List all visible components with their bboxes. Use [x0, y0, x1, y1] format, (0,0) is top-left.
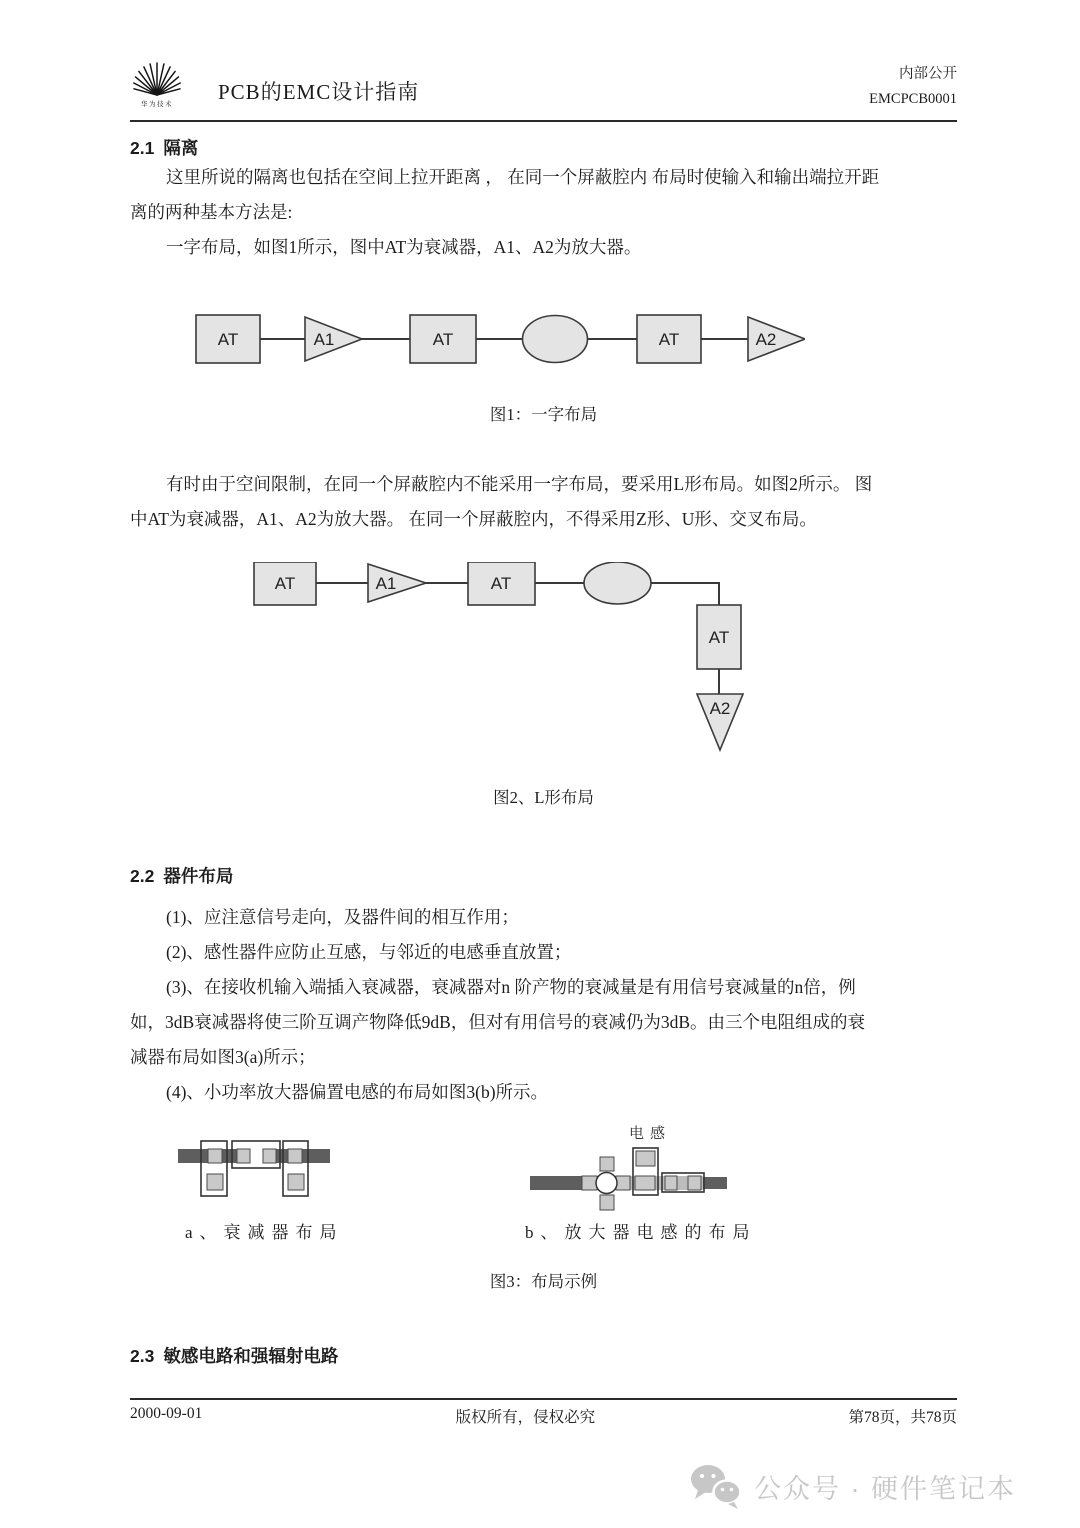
component-pad	[263, 1149, 276, 1163]
figure-3-caption: 图3：布局示例	[489, 1272, 598, 1291]
a2-label: A2	[709, 699, 731, 718]
component-pad	[288, 1149, 302, 1163]
section-title: 隔离	[163, 138, 199, 158]
figure-3b-caption: b、放大器电感的布局	[525, 1223, 757, 1242]
figure-1-caption: 图1：一字布局	[489, 405, 598, 424]
page-footer	[130, 1398, 957, 1427]
paragraph-line: 一字布局，如图1所示，图中AT为衰减器，A1、A2为放大器。	[166, 237, 642, 257]
section-number: 2.2	[130, 866, 155, 886]
logo-caption: 华为技术	[141, 101, 173, 108]
component-pad	[600, 1195, 614, 1210]
at-label: AT	[658, 330, 680, 349]
section-2-1-heading	[130, 136, 957, 160]
watermark-text: 公众号 · 硬件笔记本	[754, 1473, 1016, 1504]
component-pad	[288, 1174, 304, 1190]
figure-3-diagrams	[130, 1124, 957, 1216]
fan-logo-icon	[130, 52, 184, 112]
mixer-ellipse	[584, 562, 651, 604]
pcb-trace	[530, 1176, 582, 1190]
footer-date: 2000-09-01	[130, 1405, 203, 1422]
inductor-label: 电感	[628, 1125, 672, 1142]
a1-label: A1	[375, 574, 397, 593]
list-item-continuation: 如，3dB衰减器将使三阶互调产物降低9dB，但对有用信号的衰减仍为3dB。由三个电阻组成的衰	[130, 1012, 866, 1032]
figure-1-svg	[195, 301, 805, 377]
inductor-pad	[636, 1151, 655, 1166]
wechat-icon	[688, 1462, 744, 1510]
wechat-watermark	[688, 1462, 1016, 1510]
at-label: AT	[217, 330, 239, 349]
document-number: EMCPCB0001	[869, 90, 957, 107]
list-item: (1)、应注意信号走向，及器件间的相互作用；	[166, 907, 519, 927]
footer-copyright: 版权所有，侵权必究	[455, 1409, 596, 1426]
section-2-2-heading	[130, 864, 957, 888]
figure-3-subcaptions	[130, 1218, 957, 1244]
section-2-3-heading	[130, 1344, 957, 1368]
section-number: 2.1	[130, 138, 155, 158]
a2-label: A2	[755, 330, 777, 349]
at-label: AT	[490, 574, 512, 593]
at-label: AT	[274, 574, 296, 593]
header-rule	[130, 120, 957, 122]
component-pad	[665, 1176, 677, 1190]
component-pad	[688, 1176, 701, 1190]
at-label: AT	[708, 628, 730, 647]
section-title: 敏感电路和强辐射电路	[163, 1346, 339, 1366]
component-pad	[582, 1176, 597, 1190]
section-number: 2.3	[130, 1346, 155, 1366]
figure-1-inline-layout-diagram	[195, 301, 957, 377]
section-2-2-items	[130, 900, 957, 1110]
header-meta	[869, 62, 957, 111]
component-pad	[237, 1149, 250, 1163]
pcb-trace	[703, 1177, 727, 1189]
figure-2-caption: 图2、L形布局	[493, 788, 594, 807]
footer-page-number: 第78页，共78页	[848, 1409, 957, 1426]
inductor-pad	[635, 1176, 655, 1190]
component-pad	[600, 1157, 614, 1171]
list-item: (4)、小功率放大器偏置电感的布局如图3(b)所示。	[166, 1082, 549, 1102]
paragraph-line: 有时由于空间限制，在同一个屏蔽腔内不能采用一字布局，要采用L形布局。如图2所示。 图	[166, 474, 873, 494]
figure-3b-amplifier-inductor-layout-svg	[528, 1124, 733, 1216]
figure-3a-attenuator-layout-svg	[178, 1134, 348, 1204]
document-title: PCB的EMC设计指南	[218, 80, 420, 104]
list-item-continuation: 减器布局如图3(a)所示；	[130, 1047, 316, 1067]
component-pad	[616, 1176, 630, 1190]
paragraph-line: 中AT为衰减器，A1、A2为放大器。 在同一个屏蔽腔内，不得采用Z形、U形、交叉布局。	[130, 509, 817, 529]
figure-3a-caption: a、衰减器布局	[185, 1223, 344, 1242]
paragraph-line: 离的两种基本方法是:	[130, 202, 293, 222]
a1-label: A1	[313, 330, 335, 349]
classification-label: 内部公开	[899, 66, 957, 82]
transistor-circle	[596, 1173, 617, 1194]
list-item: (3)、在接收机输入端插入衰减器，衰减器对n 阶产物的衰减量是有用信号衰减量的n倍，例	[166, 977, 856, 997]
page-header	[130, 52, 957, 112]
section-title: 器件布局	[163, 866, 234, 886]
component-pad	[207, 1174, 223, 1190]
mixer-ellipse	[523, 316, 588, 363]
company-logo	[130, 52, 184, 112]
figure-2-svg	[253, 562, 753, 752]
list-item: (2)、感性器件应防止互感，与邻近的电感垂直放置；	[166, 942, 572, 962]
paragraph-line: 这里所说的隔离也包括在空间上拉开距离 ， 在同一个屏蔽腔内 布局时使输入和输出端拉开距	[166, 167, 880, 187]
component-pad	[208, 1149, 222, 1163]
at-label: AT	[432, 330, 454, 349]
figure-2-l-shape-layout-diagram	[253, 562, 957, 752]
